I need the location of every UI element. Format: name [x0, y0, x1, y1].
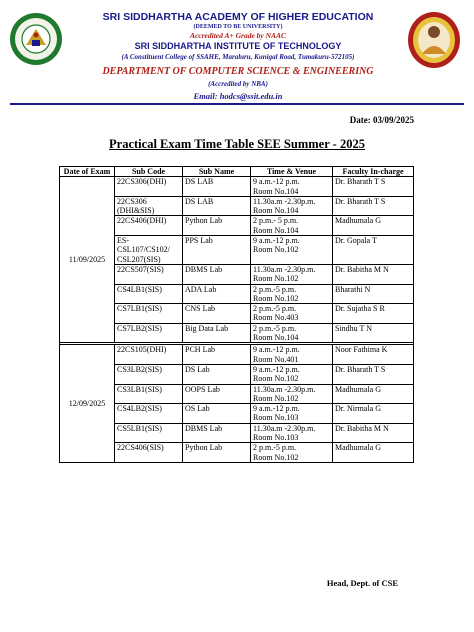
sub-name-cell: Big Data Lab: [183, 323, 251, 343]
department-name: DEPARTMENT OF COMPUTER SCIENCE & ENGINEERING: [102, 66, 374, 77]
sub-name-cell: OS Lab: [183, 404, 251, 424]
faculty-cell: Madhumala G: [333, 384, 414, 404]
time-venue-cell: [251, 323, 333, 343]
venue-text: Room No.104: [253, 225, 299, 235]
sub-code-cell: CS4LB2(SIS): [115, 404, 183, 424]
sub-code-cell: 22CS406(DHI): [115, 216, 183, 236]
time-text: 9 a.m.-12 p.m.: [253, 236, 300, 246]
sub-code-cell: 22CS306 (DHI&SIS): [115, 196, 183, 216]
time-text: 9 a.m.-12 p.m.: [253, 404, 300, 414]
signature-line: Head, Dept. of CSE: [326, 578, 398, 588]
time-text: 9 a.m.-12 p.m.: [253, 345, 300, 355]
academy-emblem-logo: [8, 10, 64, 70]
venue-text: Room No.103: [253, 433, 299, 443]
time-text: 11.30a.m -2.30p.m.: [253, 264, 316, 274]
time-text: 11.30a.m -2.30p.m.: [253, 423, 316, 433]
sub-code-cell: 22CS306(DHI): [115, 177, 183, 197]
sub-code-cell: CS3LB2(SIS): [115, 364, 183, 384]
faculty-cell: Dr. Babitha M N: [333, 423, 414, 443]
sub-name-cell: PPS Lab: [183, 236, 251, 265]
time-venue-cell: [251, 284, 333, 304]
venue-text: Room No.104: [253, 186, 299, 196]
time-venue-cell: [251, 236, 333, 265]
faculty-cell: Dr. Bharath T S: [333, 177, 414, 197]
venue-text: Room No.401: [253, 354, 299, 364]
institute-name: SRI SIDDHARTHA INSTITUTE OF TECHNOLOGY: [134, 41, 342, 51]
faculty-cell: Dr. Babitha M N: [333, 264, 414, 284]
venue-text: Room No.403: [253, 313, 299, 323]
venue-text: Room No.102: [253, 274, 299, 284]
venue-text: Room No.102: [253, 374, 299, 384]
page-title: Practical Exam Time Table SEE Summer - 2025: [109, 137, 365, 151]
venue-text: Room No.102: [253, 245, 299, 255]
faculty-cell: Dr. Bharath T S: [333, 364, 414, 384]
sub-name-cell: Python Lab: [183, 443, 251, 463]
time-text: 2 p.m.- 5 p.m.: [253, 216, 299, 226]
time-text: 9 a.m.-12 p.m.: [253, 177, 300, 187]
header-time-venue: Time & Venue: [251, 167, 333, 177]
time-text: 2 p.m.-5 p.m.: [253, 323, 297, 333]
naac-accreditation: Accredited A+ Grade by NAAC: [189, 31, 287, 40]
sub-name-cell: Python Lab: [183, 216, 251, 236]
nba-accreditation: (Accredited by NBA): [208, 80, 268, 88]
timetable: [59, 166, 414, 463]
faculty-cell: Dr. Gopala T: [333, 236, 414, 265]
time-venue-cell: [251, 404, 333, 424]
venue-text: Room No.102: [253, 452, 299, 462]
sub-code-cell: CS7LB1(SIS): [115, 304, 183, 324]
time-text: 11.30a.m -2.30p.m.: [253, 196, 316, 206]
faculty-cell: Dr. Bharath T S: [333, 196, 414, 216]
sub-name-cell: OOPS Lab: [183, 384, 251, 404]
faculty-cell: Dr. Sujatha S R: [333, 304, 414, 324]
time-text: 2 p.m.-5 p.m.: [253, 304, 297, 314]
header-faculty: Faculty In-charge: [333, 167, 414, 177]
sub-code-cell: ES-CSL107/CS102/ CSL207(SIS): [115, 236, 183, 265]
venue-text: Room No.102: [253, 293, 299, 303]
sub-code-cell: 22CS406(SIS): [115, 443, 183, 463]
deemed-university-note: (DEEMED TO BE UNIVERSITY): [193, 24, 283, 30]
faculty-cell: Madhumala G: [333, 443, 414, 463]
faculty-cell: Madhumala G: [333, 216, 414, 236]
faculty-cell: Bharathi N: [333, 284, 414, 304]
sub-name-cell: ADA Lab: [183, 284, 251, 304]
header-sub-code: Sub Code: [115, 167, 183, 177]
table-row: [60, 345, 414, 365]
time-venue-cell: [251, 216, 333, 236]
sub-code-cell: CS4LB1(SIS): [115, 284, 183, 304]
faculty-cell: Noor Fathima K: [333, 345, 414, 365]
sub-name-cell: PCH Lab: [183, 345, 251, 365]
notice-date: Date: 03/09/2025: [349, 115, 414, 125]
sub-name-cell: DBMS Lab: [183, 423, 251, 443]
sub-code-cell: CS5LB1(SIS): [115, 423, 183, 443]
exam-date-cell: 12/09/2025: [60, 345, 115, 463]
constituent-note: (A Constituent College of SSAHE, Maraluru, Kunigal Road, Tumakuru-572105): [121, 53, 355, 61]
time-venue-cell: [251, 443, 333, 463]
sub-code-cell: CS7LB2(SIS): [115, 323, 183, 343]
time-text: 2 p.m.-5 p.m.: [253, 284, 297, 294]
time-text: 2 p.m.-5 p.m.: [253, 443, 297, 453]
time-venue-cell: [251, 423, 333, 443]
time-venue-cell: [251, 345, 333, 365]
time-venue-cell: [251, 196, 333, 216]
sub-code-cell: CS3LB1(SIS): [115, 384, 183, 404]
exam-date-cell: 11/09/2025: [60, 177, 115, 343]
time-venue-cell: [251, 177, 333, 197]
venue-text: Room No.104: [253, 333, 299, 343]
sub-code-cell: 22CS105(DHI): [115, 345, 183, 365]
time-venue-cell: [251, 364, 333, 384]
venue-text: Room No.104: [253, 206, 299, 216]
venue-text: Room No.103: [253, 413, 299, 423]
sub-name-cell: CNS Lab: [183, 304, 251, 324]
sub-name-cell: DS LAB: [183, 177, 251, 197]
faculty-cell: Dr. Nirmala G: [333, 404, 414, 424]
time-venue-cell: [251, 304, 333, 324]
faculty-cell: Sindhu T N: [333, 323, 414, 343]
venue-text: Room No.102: [253, 393, 299, 403]
time-text: 9 a.m.-12 p.m.: [253, 364, 300, 374]
timetable-header-row: [60, 167, 414, 177]
academy-name: SRI SIDDHARTHA ACADEMY OF HIGHER EDUCATION: [102, 11, 374, 23]
founder-seal-logo: [406, 10, 462, 70]
sub-name-cell: DS LAB: [183, 196, 251, 216]
time-text: 11.30a.m -2.30p.m.: [253, 384, 316, 394]
header-date-of-exam: Date of Exam: [60, 167, 115, 177]
header-sub-name: Sub Name: [183, 167, 251, 177]
table-row: [60, 177, 414, 197]
sub-name-cell: DBMS Lab: [183, 264, 251, 284]
time-venue-cell: [251, 264, 333, 284]
header-divider: [10, 103, 464, 105]
sub-code-cell: 22CS507(SIS): [115, 264, 183, 284]
department-email[interactable]: Email: hodcs@ssit.edu.in: [193, 91, 283, 101]
time-venue-cell: [251, 384, 333, 404]
sub-name-cell: DS Lab: [183, 364, 251, 384]
